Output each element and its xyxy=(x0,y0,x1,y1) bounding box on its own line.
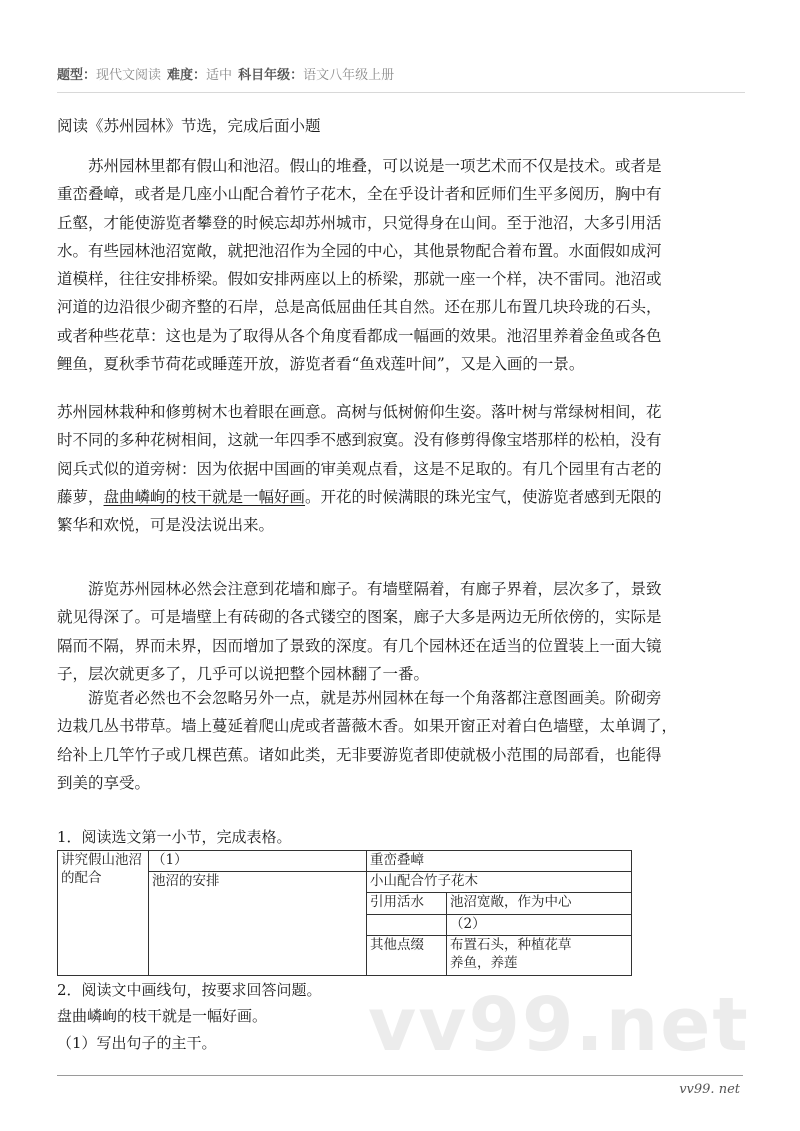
text-line: 到美的享受。 xyxy=(57,773,151,792)
text-line: 苏州园林栽种和修剪树木也着眼在画意。高树与低树俯仰生姿。落叶树与常绿树相间，花 xyxy=(57,403,662,421)
text-line: 河道的边沿很少砌齐整的石岸，总是高低屈曲任其自然。还在那儿布置几块玲珑的石头， xyxy=(57,298,662,317)
text-fragment: 藤萝， xyxy=(57,487,104,506)
grade-value: 语文八年级上册 xyxy=(303,68,395,83)
text-line: 游览苏州园林必然会注意到花墙和廊子。有墙壁隔着，有廊子界着，层次多了，景致 xyxy=(88,580,662,598)
text-line: 时不同的多种花树相间，这就一年四季不感到寂寞。没有修剪得像宝塔那样的松柏，没有 xyxy=(57,431,662,450)
cell-text: 其他点缀 xyxy=(370,937,424,953)
table-cell-other-label xyxy=(367,936,447,976)
table-cell-blank-1[interactable] xyxy=(149,851,367,872)
text-line: 水。有些园林池沼宽敞，就把池沼作为全园的中心，其他景物配合着布置。水面假如成河 xyxy=(57,241,662,260)
cell-text: 小山配合竹子花木 xyxy=(370,873,478,889)
question-2-sentence: 盘曲嶙峋的枝干就是一幅好画。 xyxy=(57,1007,268,1025)
table-cell-water-value xyxy=(447,893,632,915)
text-line xyxy=(57,483,769,511)
reading-intro: 阅读《苏州园林》节选，完成后面小题 xyxy=(57,117,321,135)
text-line: 或者种些花草：这也是为了取得从各个角度看都成一幅画的效果。池沼里养着金鱼或各色 xyxy=(57,326,662,345)
question-2-prompt: 2．阅读文中画线句，按要求回答问题。 xyxy=(57,981,322,999)
text-line: 鲤鱼，夏秋季节荷花或睡莲开放，游览者看“鱼戏莲叶间”，又是入画的一景。 xyxy=(57,355,585,374)
difficulty-label: 难度： xyxy=(167,68,207,83)
underlined-sentence: 盘曲嶙峋的枝干就是一幅好画 xyxy=(103,487,306,506)
difficulty-value: 适中 xyxy=(206,68,233,83)
type-value: 现代文阅读 xyxy=(96,68,162,83)
cell-text: 引用活水 xyxy=(370,894,424,910)
grade-label: 科目年级： xyxy=(238,68,304,83)
passage-paragraph-1 xyxy=(57,152,769,378)
table-cell-empty xyxy=(367,915,447,936)
passage-paragraph-4 xyxy=(57,684,769,797)
text-line: 道模样，往往安排桥梁。假如安排两座以上的桥梁，那就一座一个样，决不雷同。池沼或 xyxy=(57,270,662,289)
text-line: 丘壑，才能使游览者攀登的时候忘却苏州城市，只觉得身在山间。至于池沼，大多引用活 xyxy=(57,213,662,232)
table-cell-pond-label xyxy=(149,872,367,976)
text-line: 边栽几丛书带草。墙上蔓延着爬山虎或者蔷薇木香。如果开窗正对着白色墙壁，太单调了， xyxy=(57,717,678,736)
text-line: 就见得深了。可是墙壁上有砖砌的各式镂空的图案，廊子大多是两边无所依傍的，实际是 xyxy=(57,608,662,627)
cell-text: （2） xyxy=(450,916,486,932)
cell-text: 重峦叠嶂 xyxy=(370,852,424,868)
table-cell-other-value xyxy=(447,936,632,976)
passage-paragraph-2 xyxy=(57,398,769,539)
text-line: 子，层次就更多了，几乎可以说把整个园林翻了一番。 xyxy=(57,664,430,683)
table-cell-mountain-a xyxy=(367,851,632,872)
passage-paragraph-3 xyxy=(57,575,769,688)
cell-text: 池沼的安排 xyxy=(152,873,220,889)
type-label: 题型： xyxy=(57,68,97,83)
text-line: 苏州园林里都有假山和池沼。假山的堆叠，可以说是一项艺术而不仅是技术。或者是 xyxy=(88,157,662,175)
text-line: 给补上几竿竹子或几棵芭蕉。诸如此类，无非要游览者即使就极小范围的局部看，也能得 xyxy=(57,745,662,764)
cell-text: （1） xyxy=(152,852,188,868)
cell-text: 讲究假山池沼的配合 xyxy=(61,852,142,886)
table-cell-blank-2[interactable] xyxy=(447,915,632,936)
text-line: 重峦叠嶂，或者是几座小山配合着竹子花木，全在乎设计者和匠师们生平多阅历，胸中有 xyxy=(57,185,662,204)
text-line: 游览者必然也不会忽略另外一点，就是苏州园林在每一个角落都注意图画美。阶砌旁 xyxy=(88,689,662,707)
text-line: 隔而不隔，界而未界，因而增加了景致的深度。有几个园林还在适当的位置装上一面大镜 xyxy=(57,636,662,655)
table-cell-topic xyxy=(58,851,149,976)
text-line: 阅兵式似的道旁树：因为依据中国画的审美观点看，这是不足取的。有几个园里有古老的 xyxy=(57,459,662,478)
question-1-prompt: 1．阅读选文第一小节，完成表格。 xyxy=(57,828,292,846)
answer-table xyxy=(57,850,632,976)
footer-divider xyxy=(57,1075,743,1076)
question-2-sub-1: （1）写出句子的主干。 xyxy=(57,1034,217,1052)
watermark: vv99.net xyxy=(368,982,750,1068)
footer-site: vv99. net xyxy=(679,1082,740,1097)
cell-text: 池沼宽敞，作为中心 xyxy=(450,894,572,910)
text-fragment: 。开花的时候满眼的珠光宝气，使游览者感到无限的 xyxy=(305,487,662,506)
table-cell-mountain-b xyxy=(367,872,632,893)
text-line: 繁华和欢悦，可是没法说出来。 xyxy=(57,516,275,535)
question-meta xyxy=(57,64,394,83)
cell-text: 养鱼，养莲 xyxy=(450,955,518,971)
table-cell-water-label xyxy=(367,893,447,915)
cell-text: 布置石头，种植花草 xyxy=(450,937,572,953)
header-divider xyxy=(57,92,745,93)
